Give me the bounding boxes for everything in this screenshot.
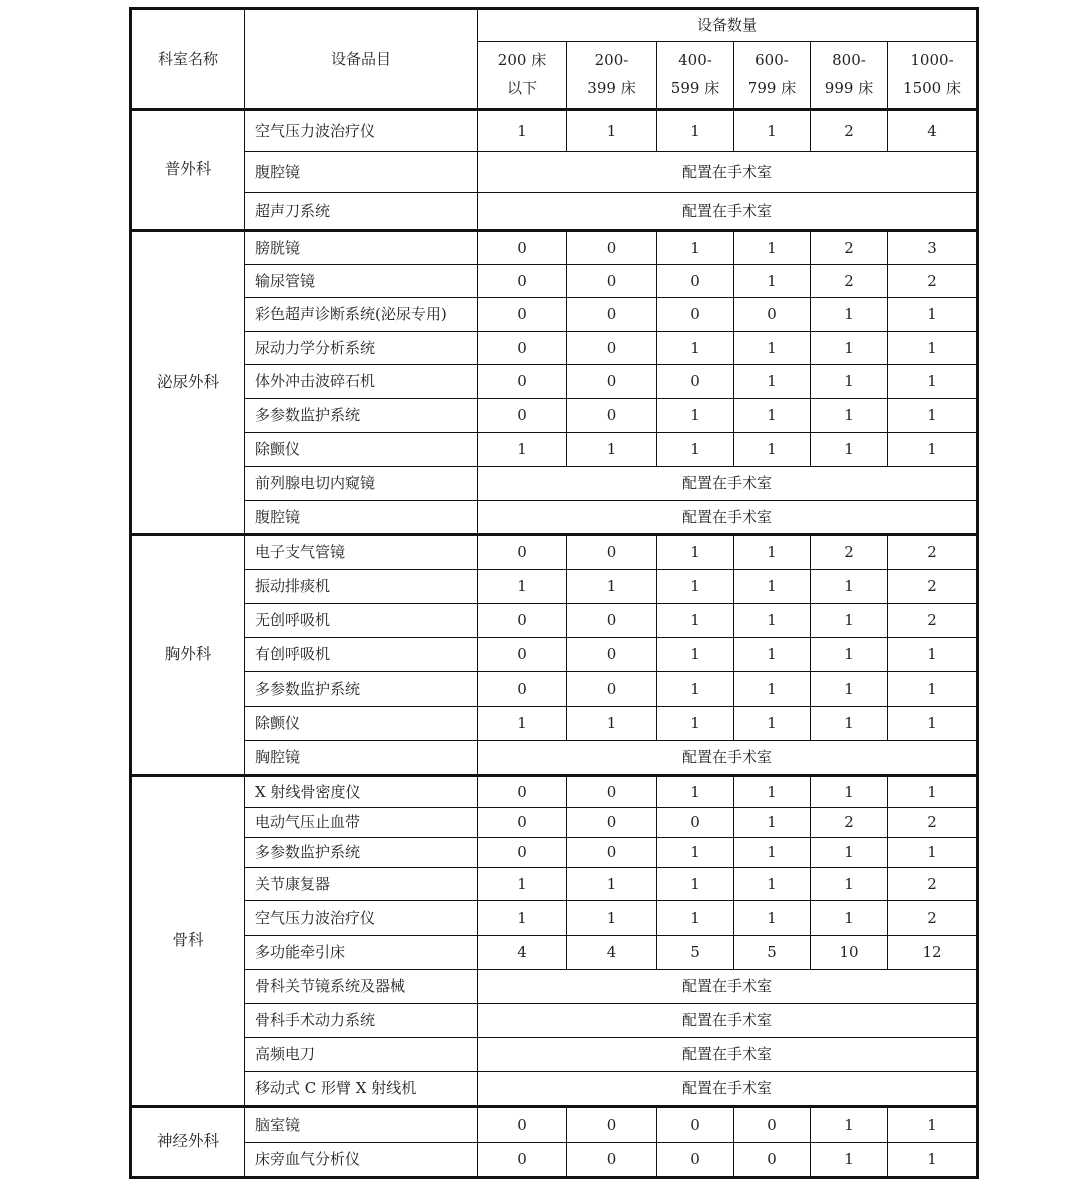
- quantity-cell: 1: [567, 868, 657, 901]
- table-row: [131, 936, 978, 970]
- item-name-cell: 膀胱镜: [245, 231, 478, 265]
- quantity-cell: 0: [567, 838, 657, 868]
- table-row: [131, 901, 978, 936]
- quantity-cell: 1: [657, 570, 734, 604]
- quantity-cell: 0: [657, 1107, 734, 1143]
- quantity-cell: 0: [657, 808, 734, 838]
- quantity-cell: 1: [657, 332, 734, 365]
- table-row: [131, 152, 978, 193]
- item-name-cell: 脑室镜: [245, 1107, 478, 1143]
- quantity-cell: 1: [811, 1107, 888, 1143]
- quantity-cell: 2: [888, 868, 978, 901]
- quantity-cell: 0: [478, 1107, 567, 1143]
- quantity-cell: 0: [478, 231, 567, 265]
- item-name-cell: 骨科关节镜系统及器械: [245, 970, 478, 1004]
- item-name-cell: 尿动力学分析系统: [245, 332, 478, 365]
- quantity-cell: 1: [734, 776, 811, 808]
- quantity-cell: 0: [567, 1107, 657, 1143]
- table-row: [131, 707, 978, 741]
- quantity-cell: 1: [657, 868, 734, 901]
- location-note-cell: 配置在手术室: [478, 152, 978, 193]
- quantity-cell: 0: [567, 265, 657, 298]
- quantity-cell: 1: [478, 707, 567, 741]
- quantity-cell: 1: [567, 901, 657, 936]
- location-note-cell: 配置在手术室: [478, 970, 978, 1004]
- quantity-cell: 0: [567, 365, 657, 399]
- table-row: [131, 365, 978, 399]
- quantity-cell: 1: [888, 638, 978, 672]
- quantity-cell: 0: [734, 1107, 811, 1143]
- quantity-cell: 0: [567, 332, 657, 365]
- quantity-cell: 1: [657, 535, 734, 570]
- quantity-cell: 1: [657, 776, 734, 808]
- item-name-cell: 腹腔镜: [245, 152, 478, 193]
- quantity-cell: 2: [811, 808, 888, 838]
- item-name-cell: 电子支气管镜: [245, 535, 478, 570]
- quantity-cell: 12: [888, 936, 978, 970]
- table-row: [131, 399, 978, 433]
- quantity-cell: 0: [567, 604, 657, 638]
- quantity-cell: 2: [888, 808, 978, 838]
- table-row: [131, 672, 978, 707]
- quantity-cell: 1: [657, 433, 734, 467]
- item-name-cell: 电动气压止血带: [245, 808, 478, 838]
- location-note-cell: 配置在手术室: [478, 1004, 978, 1038]
- item-name-cell: 除颤仪: [245, 433, 478, 467]
- item-name-cell: 多功能牵引床: [245, 936, 478, 970]
- tier-header: 400- 599 床: [657, 42, 734, 110]
- quantity-cell: 3: [888, 231, 978, 265]
- quantity-cell: 0: [478, 672, 567, 707]
- item-name-cell: 输尿管镜: [245, 265, 478, 298]
- dept-name-cell: 普外科: [131, 110, 245, 231]
- quantity-cell: 2: [888, 901, 978, 936]
- table-row: [131, 433, 978, 467]
- quantity-cell: 1: [657, 638, 734, 672]
- quantity-cell: 1: [734, 868, 811, 901]
- quantity-cell: 1: [734, 808, 811, 838]
- table-body: [131, 110, 978, 1178]
- quantity-cell: 1: [734, 399, 811, 433]
- quantity-cell: 0: [478, 604, 567, 638]
- item-name-cell: 多参数监护系统: [245, 838, 478, 868]
- tier-header: 1000- 1500 床: [888, 42, 978, 110]
- equipment-table-page: [129, 7, 976, 1179]
- item-name-cell: 骨科手术动力系统: [245, 1004, 478, 1038]
- item-name-cell: 多参数监护系统: [245, 399, 478, 433]
- quantity-cell: 1: [811, 638, 888, 672]
- location-note-cell: 配置在手术室: [478, 1072, 978, 1107]
- table-row: [131, 604, 978, 638]
- quantity-cell: 1: [478, 570, 567, 604]
- quantity-cell: 1: [888, 1143, 978, 1178]
- table-row: [131, 1107, 978, 1143]
- quantity-cell: 2: [811, 110, 888, 152]
- quantity-cell: 2: [888, 570, 978, 604]
- dept-name-cell: 神经外科: [131, 1107, 245, 1178]
- tier-header: 200- 399 床: [567, 42, 657, 110]
- item-name-cell: 超声刀系统: [245, 193, 478, 231]
- quantity-cell: 2: [811, 535, 888, 570]
- table-row: [131, 467, 978, 501]
- table-row: [131, 638, 978, 672]
- quantity-cell: 1: [657, 231, 734, 265]
- quantity-cell: 1: [657, 707, 734, 741]
- quantity-cell: 1: [888, 776, 978, 808]
- table-row: [131, 838, 978, 868]
- table-row: [131, 332, 978, 365]
- item-name-cell: 腹腔镜: [245, 501, 478, 535]
- quantity-cell: 0: [478, 808, 567, 838]
- table-row: [131, 1038, 978, 1072]
- quantity-cell: 1: [888, 332, 978, 365]
- item-name-cell: 空气压力波治疗仪: [245, 110, 478, 152]
- quantity-cell: 0: [734, 298, 811, 332]
- item-name-cell: 无创呼吸机: [245, 604, 478, 638]
- quantity-cell: 1: [734, 332, 811, 365]
- quantity-cell: 1: [478, 110, 567, 152]
- location-note-cell: 配置在手术室: [478, 741, 978, 776]
- item-column-header: 设备品目: [245, 9, 478, 110]
- quantity-cell: 10: [811, 936, 888, 970]
- tier-header: 800- 999 床: [811, 42, 888, 110]
- quantity-cell: 4: [888, 110, 978, 152]
- table-row: [131, 110, 978, 152]
- dept-name-cell: 骨科: [131, 776, 245, 1107]
- quantity-cell: 0: [567, 808, 657, 838]
- quantity-cell: 0: [567, 776, 657, 808]
- quantity-cell: 1: [811, 707, 888, 741]
- quantity-cell: 1: [478, 433, 567, 467]
- quantity-cell: 1: [734, 901, 811, 936]
- quantity-cell: 1: [657, 399, 734, 433]
- quantity-cell: 1: [888, 433, 978, 467]
- quantity-cell: 0: [478, 1143, 567, 1178]
- location-note-cell: 配置在手术室: [478, 1038, 978, 1072]
- quantity-cell: 1: [657, 604, 734, 638]
- quantity-cell: 0: [478, 535, 567, 570]
- quantity-cell: 1: [478, 868, 567, 901]
- quantity-group-header: 设备数量: [478, 9, 978, 42]
- location-note-cell: 配置在手术室: [478, 501, 978, 535]
- item-name-cell: 床旁血气分析仪: [245, 1143, 478, 1178]
- quantity-cell: 1: [734, 110, 811, 152]
- item-name-cell: 多参数监护系统: [245, 672, 478, 707]
- quantity-cell: 0: [478, 298, 567, 332]
- quantity-cell: 1: [734, 365, 811, 399]
- quantity-cell: 0: [657, 265, 734, 298]
- quantity-cell: 1: [478, 901, 567, 936]
- quantity-cell: 1: [888, 298, 978, 332]
- quantity-cell: 1: [888, 365, 978, 399]
- dept-name-cell: 胸外科: [131, 535, 245, 776]
- quantity-cell: 0: [478, 776, 567, 808]
- quantity-cell: 1: [657, 672, 734, 707]
- quantity-cell: 1: [567, 110, 657, 152]
- quantity-cell: 0: [567, 399, 657, 433]
- quantity-cell: 1: [567, 570, 657, 604]
- table-row: [131, 808, 978, 838]
- quantity-cell: 0: [657, 1143, 734, 1178]
- quantity-cell: 4: [567, 936, 657, 970]
- item-name-cell: 关节康复器: [245, 868, 478, 901]
- location-note-cell: 配置在手术室: [478, 467, 978, 501]
- quantity-cell: 2: [888, 265, 978, 298]
- item-name-cell: 有创呼吸机: [245, 638, 478, 672]
- item-name-cell: 彩色超声诊断系统(泌尿专用): [245, 298, 478, 332]
- quantity-cell: 0: [478, 265, 567, 298]
- quantity-cell: 0: [567, 638, 657, 672]
- item-name-cell: 空气压力波治疗仪: [245, 901, 478, 936]
- quantity-cell: 2: [811, 265, 888, 298]
- item-name-cell: 振动排痰机: [245, 570, 478, 604]
- quantity-cell: 0: [657, 365, 734, 399]
- quantity-cell: 1: [888, 672, 978, 707]
- quantity-cell: 1: [811, 332, 888, 365]
- table-row: [131, 570, 978, 604]
- quantity-cell: 1: [734, 433, 811, 467]
- quantity-cell: 1: [657, 901, 734, 936]
- equipment-table: [129, 7, 979, 1179]
- quantity-cell: 1: [734, 604, 811, 638]
- quantity-cell: 1: [734, 265, 811, 298]
- table-row: [131, 298, 978, 332]
- quantity-cell: 1: [811, 604, 888, 638]
- table-row: [131, 265, 978, 298]
- table-row: [131, 868, 978, 901]
- item-name-cell: 高频电刀: [245, 1038, 478, 1072]
- quantity-cell: 0: [567, 231, 657, 265]
- quantity-cell: 1: [888, 399, 978, 433]
- quantity-cell: 1: [567, 707, 657, 741]
- quantity-cell: 2: [888, 604, 978, 638]
- item-name-cell: 体外冲击波碎石机: [245, 365, 478, 399]
- quantity-cell: 1: [734, 570, 811, 604]
- quantity-cell: 0: [567, 298, 657, 332]
- quantity-cell: 0: [567, 672, 657, 707]
- quantity-cell: 1: [734, 838, 811, 868]
- quantity-cell: 1: [888, 707, 978, 741]
- quantity-cell: 1: [811, 838, 888, 868]
- quantity-cell: 5: [734, 936, 811, 970]
- quantity-cell: 1: [734, 707, 811, 741]
- quantity-cell: 1: [811, 365, 888, 399]
- table-row: [131, 776, 978, 808]
- quantity-cell: 1: [811, 1143, 888, 1178]
- quantity-cell: 1: [734, 231, 811, 265]
- quantity-cell: 4: [478, 936, 567, 970]
- quantity-cell: 0: [567, 535, 657, 570]
- quantity-cell: 0: [478, 332, 567, 365]
- quantity-cell: 5: [657, 936, 734, 970]
- quantity-cell: 0: [478, 365, 567, 399]
- table-row: [131, 231, 978, 265]
- table-row: [131, 741, 978, 776]
- dept-name-cell: 泌尿外科: [131, 231, 245, 535]
- quantity-cell: 0: [478, 838, 567, 868]
- quantity-cell: 1: [811, 433, 888, 467]
- quantity-cell: 1: [811, 570, 888, 604]
- table-row: [131, 535, 978, 570]
- quantity-cell: 1: [888, 838, 978, 868]
- table-row: [131, 193, 978, 231]
- quantity-cell: 1: [811, 776, 888, 808]
- item-name-cell: 胸腔镜: [245, 741, 478, 776]
- quantity-cell: 1: [811, 399, 888, 433]
- quantity-cell: 1: [888, 1107, 978, 1143]
- quantity-cell: 1: [657, 838, 734, 868]
- quantity-cell: 2: [811, 231, 888, 265]
- tier-header: 200 床 以下: [478, 42, 567, 110]
- item-name-cell: 移动式 C 形臂 X 射线机: [245, 1072, 478, 1107]
- table-row: [131, 1004, 978, 1038]
- quantity-cell: 1: [734, 638, 811, 672]
- quantity-cell: 1: [811, 868, 888, 901]
- table-row: [131, 970, 978, 1004]
- location-note-cell: 配置在手术室: [478, 193, 978, 231]
- quantity-cell: 1: [567, 433, 657, 467]
- quantity-cell: 1: [657, 110, 734, 152]
- table-row: [131, 501, 978, 535]
- item-name-cell: 除颤仪: [245, 707, 478, 741]
- item-name-cell: X 射线骨密度仪: [245, 776, 478, 808]
- quantity-cell: 1: [734, 535, 811, 570]
- quantity-cell: 1: [811, 298, 888, 332]
- quantity-cell: 1: [734, 672, 811, 707]
- dept-column-header: 科室名称: [131, 9, 245, 110]
- quantity-cell: 0: [567, 1143, 657, 1178]
- item-name-cell: 前列腺电切内窥镜: [245, 467, 478, 501]
- quantity-cell: 0: [734, 1143, 811, 1178]
- quantity-cell: 0: [478, 638, 567, 672]
- quantity-cell: 0: [478, 399, 567, 433]
- quantity-cell: 1: [811, 672, 888, 707]
- quantity-cell: 2: [888, 535, 978, 570]
- tier-header: 600- 799 床: [734, 42, 811, 110]
- table-row: [131, 1143, 978, 1178]
- quantity-cell: 1: [811, 901, 888, 936]
- table-row: [131, 1072, 978, 1107]
- table-header: [131, 9, 978, 110]
- quantity-cell: 0: [657, 298, 734, 332]
